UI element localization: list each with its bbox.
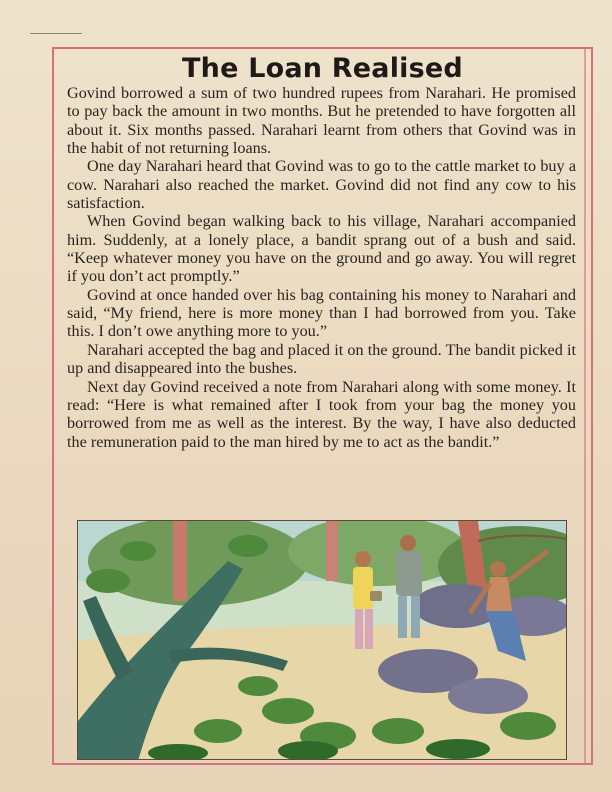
story-title: The Loan Realised	[182, 53, 463, 84]
paragraph-4: Govind at once handed over his bag containing his money to Narahari and said, “My friend, here is more money than I had borrowed from you. Take this. I don’t owe anything more to you.”	[67, 285, 576, 341]
forest-scene-image	[78, 521, 567, 760]
paragraph-2: One day Narahari heard that Govind was to go to the cattle market to buy a cow. Narahari also reached the market. Govind did not find any cow to his satisfaction.	[67, 157, 576, 213]
paragraph-6: Next day Govind received a note from Narahari along with some money. It read: “Here is what remained after I took from your bag the money you borrowed from me as well as the interest. By the way, I have also deducted the remuneration paid to the man hired by me to act as the bandit.”	[67, 377, 576, 451]
paragraph-5: Narahari accepted the bag and placed it on the ground. The bandit picked it up and disappeared into the bushes.	[67, 340, 576, 378]
top-rule	[30, 33, 82, 34]
paragraph-1: Govind borrowed a sum of two hundred rupees from Narahari. He promised to pay back the amount in two months. But he pretended to have forgotten all about it. Six months passed. Narahari learnt from others that Govind was in the habit of not returning loans.	[67, 84, 576, 158]
story-illustration	[77, 520, 567, 760]
page-frame-inner-line	[584, 47, 586, 765]
paragraph-3: When Govind began walking back to his village, Narahari accompanied him. Suddenly, at a lonely place, a bandit sprang out of a bush and said. “Keep whatever money you have on the ground and go away. You will regret if you don’t act promptly.”	[67, 212, 576, 286]
story-text	[67, 84, 576, 451]
